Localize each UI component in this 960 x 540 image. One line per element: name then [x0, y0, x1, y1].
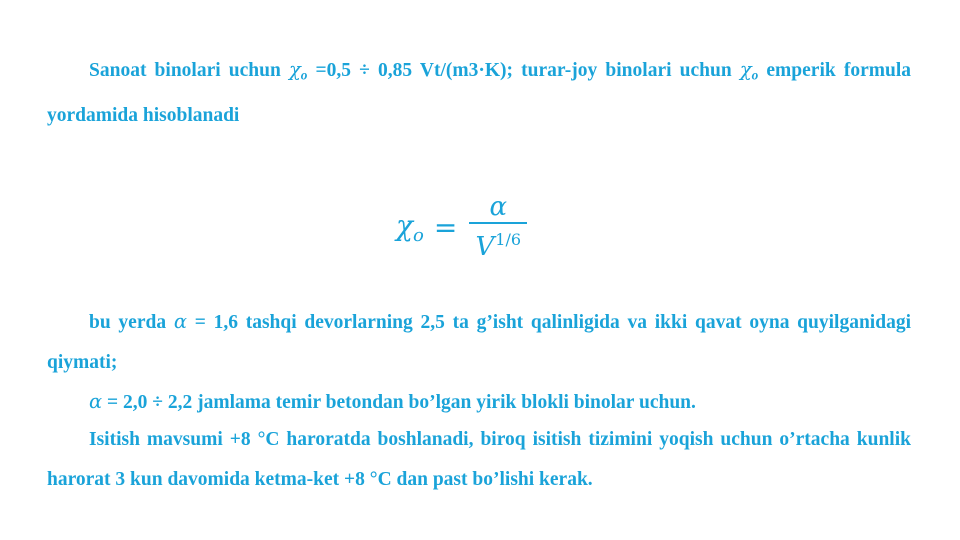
alpha-symbol: α — [173, 310, 187, 333]
formula-equals: = — [433, 211, 458, 244]
heating-season-paragraph — [47, 420, 911, 500]
heating-season-text: Isitish mavsumi +8 °C haroratda boshlanadi, biroq isitish tizimini yoqish uchun o’rtacha kunlik harorat 3 kun davomida ketma-ket +8 °C dan past bo’lishi kerak. — [47, 429, 911, 490]
alpha-definition-paragraph — [47, 302, 911, 383]
intro-text-b: =0,5 ÷ 0,85 Vt/(m3·K); turar-joy binolari uchun — [307, 60, 740, 81]
formula-chi: χ — [396, 209, 413, 242]
formula-numerator: α — [489, 192, 508, 222]
chi-subscript-2: o — [751, 67, 759, 83]
chi-symbol-2: χ — [739, 58, 752, 81]
formula-denominator — [476, 224, 522, 263]
chi-symbol: χ — [288, 58, 301, 81]
alpha-definition-text-b: = 1,6 tashqi devorlarning 2,5 ta g’isht qalinligida va ikki qavat oyna quyilganidagi qiymati; — [47, 312, 911, 373]
formula-chi-subscript: o — [412, 225, 424, 246]
intro-text-a: Sanoat binolari uchun — [89, 60, 289, 81]
intro-paragraph — [47, 50, 911, 136]
alpha-definition-text-a: bu yerda — [89, 312, 174, 333]
formula-fraction — [469, 192, 527, 263]
formula — [396, 192, 527, 263]
alpha-symbol-2: α — [89, 390, 103, 413]
intro-text-c: emperik formula yordamida hisoblanadi — [47, 60, 911, 126]
alpha-concrete-text: = 2,0 ÷ 2,2 jamlama temir betondan bo’lgan yirik blokli binolar uchun. — [102, 392, 696, 413]
formula-exponent: 1/6 — [495, 230, 522, 249]
alpha-concrete-paragraph — [47, 382, 911, 423]
chi-subscript: o — [300, 67, 308, 83]
formula-denominator-base: V — [475, 232, 495, 262]
formula-lhs — [396, 209, 424, 246]
